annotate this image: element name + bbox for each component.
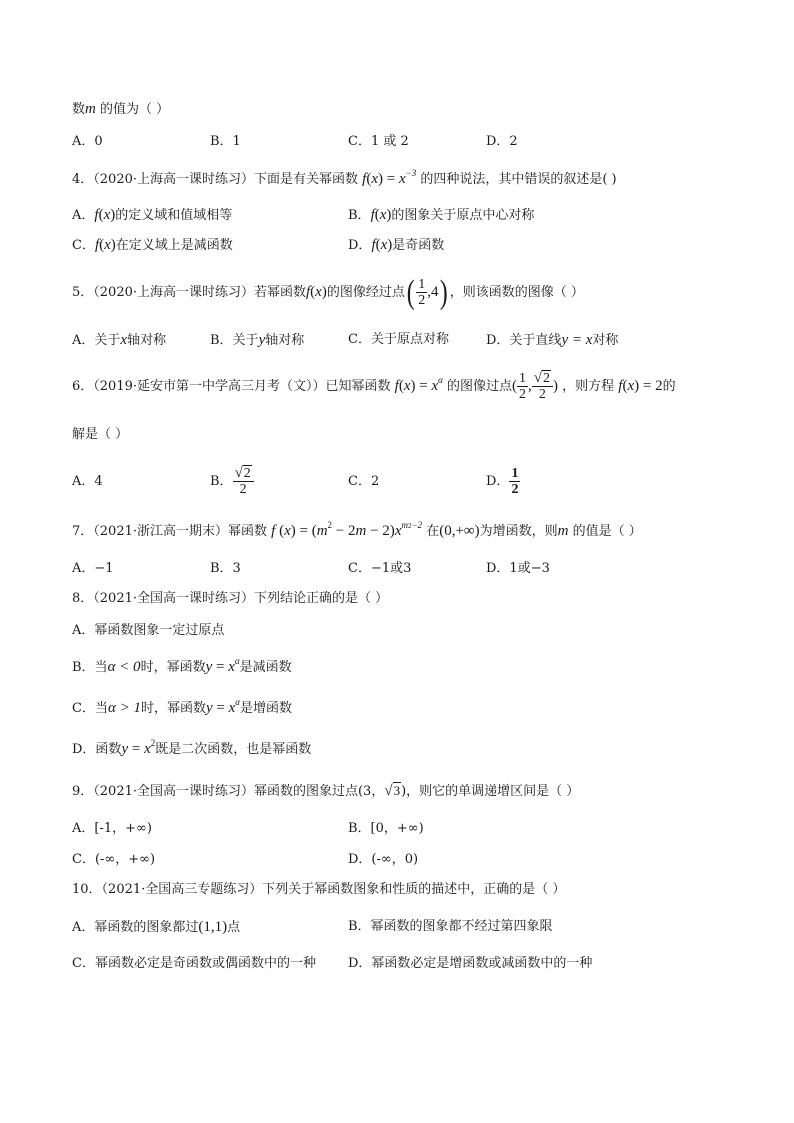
q8-option-c[interactable]: C．当α > 1时，幂函数$y = x^\alpha$是增函数 — [72, 697, 293, 716]
q7-option-c[interactable]: C．−1或3 — [348, 561, 412, 576]
q6-stem: 6．（2019·延安市第一中学高三月考（文））已知幂函数 $f(x) = x^\alpha$ 的图像过点( $\frac{1}{2}$ , $\frac{√2}{2}$ ) ，则方程 f(x) = 2的 — [72, 370, 676, 402]
q3-stem-tail: 数m 的值为（ ） — [72, 101, 170, 117]
q3-option-b[interactable]: B．1 — [210, 134, 241, 149]
q4-option-b[interactable]: B．f(x)的图象关于原点中心对称 — [348, 207, 535, 223]
q3-option-d[interactable]: D．2 — [486, 134, 518, 149]
q6-option-c[interactable]: C．2 — [348, 474, 380, 489]
q8-option-a[interactable]: A．幂函数图象一定过原点 — [72, 623, 225, 638]
q5-option-a[interactable]: A．关于x轴对称 — [72, 332, 167, 348]
q4-stem: 4．（2020·上海高一课时练习）下面是有关幂函数 $f(x) = x^{-3}$ 的四种说法，其中错误的叙述是( ) — [72, 168, 617, 187]
q4-option-c[interactable]: C．f(x)在定义域上是减函数 — [72, 237, 233, 253]
q9-stem: 9．（2021·全国高一课时练习）幂函数的图象过点(3，√3)，则它的单调递增区间是（ ） — [72, 783, 580, 799]
q5-stem: 5．（2020·上海高一课时练习）若幂函数f(x)的图像经过点( $\frac{1}{2}$ ,4) ，则该函数的图像（ ） — [72, 273, 584, 311]
q10-option-a[interactable]: A．幂函数的图象都过(1,1)点 — [72, 919, 241, 935]
q3-option-c[interactable]: C．1 或 2 — [348, 134, 409, 149]
q3-option-a[interactable]: A．0 — [72, 134, 103, 149]
q7-option-a[interactable]: A．−1 — [72, 561, 114, 576]
q10-stem: 10．（2021·全国高三专题练习）下列关于幂函数图象和性质的描述中，正确的是（ ） — [72, 882, 566, 897]
q9-option-b[interactable]: B．[0，+∞) — [348, 821, 424, 836]
q8-option-d[interactable]: D．函数$y = x^2$既是二次函数，也是幂函数 — [72, 738, 312, 757]
q6-option-a[interactable]: A．4 — [72, 474, 103, 489]
q10-option-d[interactable]: D．幂函数必定是增函数或减函数中的一种 — [348, 956, 593, 971]
q9-option-d[interactable]: D．(-∞，0) — [348, 852, 419, 867]
q10-option-b[interactable]: B．幂函数的图象都不经过第四象限 — [348, 919, 553, 934]
q5-option-b[interactable]: B．关于y轴对称 — [210, 332, 305, 348]
q9-option-a[interactable]: A．[-1，+∞) — [72, 821, 152, 836]
q8-stem: 8．（2021·全国高一课时练习）下列结论正确的是（ ） — [72, 591, 389, 606]
q4-option-a[interactable]: A．f(x)的定义域和值域相等 — [72, 207, 233, 223]
q7-stem: 7．（2021·浙江高一期末）幂函数 f $(x) = (m^2 - 2m - 2)x^{m2-2}$ 在(0,+∞)为增函数，则m 的值是（ ） — [72, 520, 642, 539]
q7-option-b[interactable]: B．3 — [210, 561, 241, 576]
q4-option-d[interactable]: D．f(x)是奇函数 — [348, 237, 445, 253]
q6-option-b[interactable]: B． $\frac{√2}{2}$ — [210, 462, 254, 502]
q9-option-c[interactable]: C．(-∞，+∞) — [72, 852, 156, 867]
q7-option-d[interactable]: D．1或−3 — [486, 561, 550, 576]
q5-option-d[interactable]: D．关于直线y = x对称 — [486, 332, 619, 348]
q6-stem-cont: 解是（ ） — [72, 427, 129, 442]
q6-option-d[interactable]: D． $\frac{1}{2}$ — [486, 466, 519, 497]
q10-option-c[interactable]: C．幂函数必定是奇函数或偶函数中的一种 — [72, 956, 316, 971]
q8-option-b[interactable]: B．当α < 0时，幂函数$y = x^\alpha$是减函数 — [72, 656, 292, 675]
q5-option-c[interactable]: C．关于原点对称 — [348, 332, 449, 347]
